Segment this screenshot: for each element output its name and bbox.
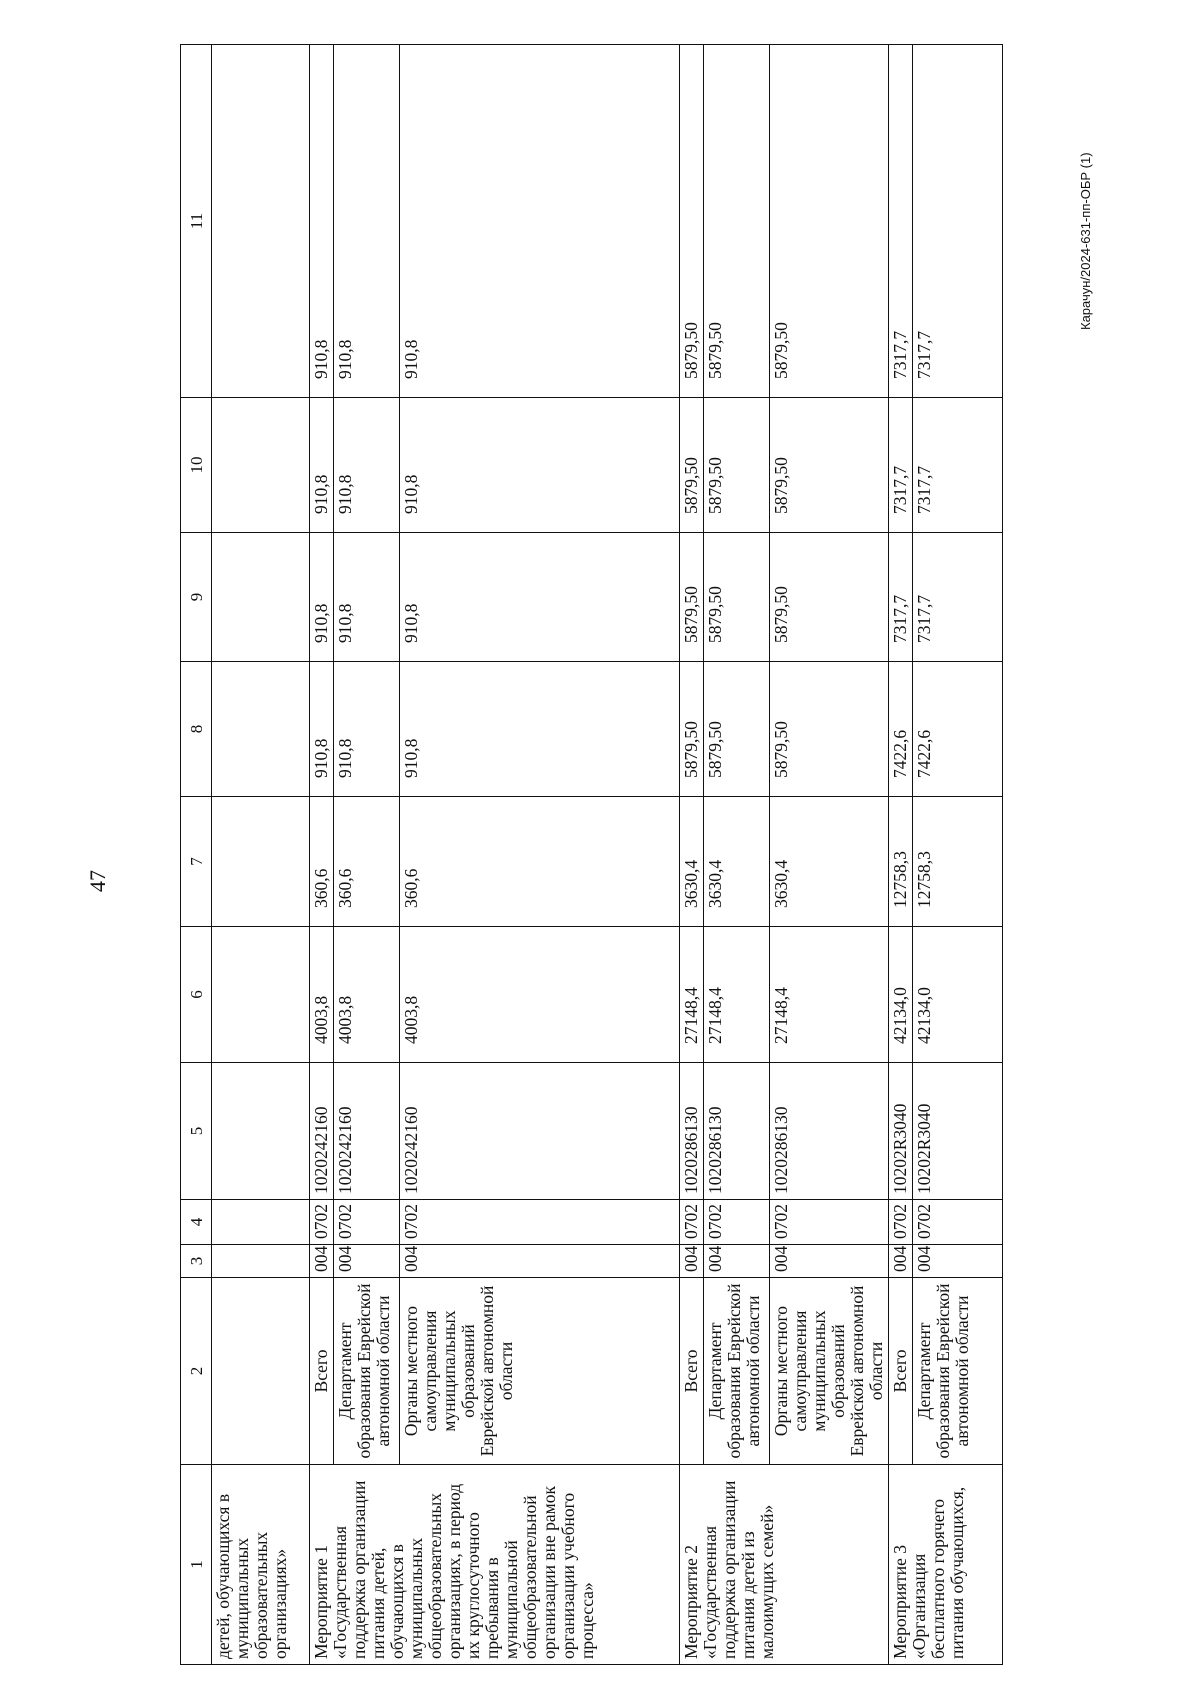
measure-cell bbox=[889, 1465, 1003, 1665]
table-cell: 0702 bbox=[770, 1200, 889, 1245]
table-cell: 7422,6 bbox=[889, 662, 913, 797]
table-cell: 004 bbox=[310, 1245, 334, 1278]
executor-cell: Всего bbox=[310, 1278, 334, 1465]
table-cell: 7317,7 bbox=[889, 45, 913, 398]
header-cell: 6 bbox=[181, 927, 212, 1063]
measure-description: «Организация бесплатного горячего питания обучающихся, bbox=[909, 1486, 967, 1659]
measure-cell bbox=[680, 1465, 889, 1665]
executor-cell: Департамент образования Еврейской автономной области bbox=[334, 1278, 400, 1465]
table-cell: 4003,8 bbox=[334, 927, 400, 1063]
table-cell: 004 bbox=[334, 1245, 400, 1278]
table-cell: 10202R3040 bbox=[889, 1063, 913, 1200]
table-cell: 7317,7 bbox=[913, 398, 1003, 533]
header-cell: 5 bbox=[181, 1063, 212, 1200]
table-cell: 910,8 bbox=[310, 45, 334, 398]
budget-table bbox=[180, 44, 1003, 1665]
executor-cell: Всего bbox=[680, 1278, 704, 1465]
table-cell: 5879,50 bbox=[680, 533, 704, 662]
header-cell: 8 bbox=[181, 662, 212, 797]
table-cell: 0702 bbox=[704, 1200, 770, 1245]
table-cell: 5879,50 bbox=[680, 398, 704, 533]
table-cell: 3630,4 bbox=[704, 797, 770, 927]
header-cell: 10 bbox=[181, 398, 212, 533]
table-cell: 0702 bbox=[680, 1200, 704, 1245]
table-cell: 910,8 bbox=[310, 398, 334, 533]
table-cell: 12758,3 bbox=[913, 797, 1003, 927]
header-cell: 9 bbox=[181, 533, 212, 662]
header-row bbox=[181, 45, 212, 1665]
executor-cell: Органы местного самоуправления муниципальных образований Еврейской автономной области bbox=[400, 1278, 680, 1465]
executor-cell: Департамент образования Еврейской автономной области bbox=[913, 1278, 1003, 1465]
table-cell: 004 bbox=[913, 1245, 1003, 1278]
table-cell: 910,8 bbox=[310, 533, 334, 662]
table-cell: 004 bbox=[704, 1245, 770, 1278]
table-row bbox=[334, 45, 400, 1665]
table-cell: 5879,50 bbox=[704, 398, 770, 533]
executor-cell: Департамент образования Еврейской автономной области bbox=[704, 1278, 770, 1465]
executor-cell: Органы местного самоуправления муниципальных образований Еврейской автономной области bbox=[770, 1278, 889, 1465]
continuation-row bbox=[212, 45, 310, 1665]
table-cell: 5879,50 bbox=[770, 398, 889, 533]
header-cell: 2 bbox=[181, 1278, 212, 1465]
header-cell: 11 bbox=[181, 45, 212, 398]
table-cell: 7317,7 bbox=[889, 533, 913, 662]
table-row bbox=[889, 45, 913, 1665]
table-row bbox=[400, 45, 680, 1665]
table-cell: 7422,6 bbox=[913, 662, 1003, 797]
table-row bbox=[770, 45, 889, 1665]
measure-name: Мероприятие 2 bbox=[681, 1544, 701, 1659]
table-cell: 910,8 bbox=[334, 662, 400, 797]
document-footer-code: Карачун/2024-631-пп-ОБР (1) bbox=[1078, 152, 1093, 330]
table-cell: 910,8 bbox=[400, 45, 680, 398]
rotated-table-container bbox=[180, 45, 1115, 1665]
table-cell: 10202R3040 bbox=[913, 1063, 1003, 1200]
table-cell: 0702 bbox=[400, 1200, 680, 1245]
header-cell: 4 bbox=[181, 1200, 212, 1245]
table-cell: 4003,8 bbox=[400, 927, 680, 1063]
table-cell: 1020242160 bbox=[310, 1063, 334, 1200]
measure-name: Мероприятие 3 bbox=[890, 1544, 910, 1659]
table-cell: 1020286130 bbox=[680, 1063, 704, 1200]
table-cell: 5879,50 bbox=[770, 45, 889, 398]
table-cell: 27148,4 bbox=[680, 927, 704, 1063]
table-cell: 27148,4 bbox=[704, 927, 770, 1063]
table-row bbox=[913, 45, 1003, 1665]
continuation-text: детей, обучающихся в муниципальных образовательных организациях» bbox=[212, 1465, 310, 1665]
table-cell: 5879,50 bbox=[680, 662, 704, 797]
table-cell: 910,8 bbox=[334, 533, 400, 662]
table-cell: 910,8 bbox=[400, 533, 680, 662]
table-cell: 004 bbox=[680, 1245, 704, 1278]
table-cell: 1020286130 bbox=[770, 1063, 889, 1200]
table-cell: 5879,50 bbox=[770, 662, 889, 797]
table-cell: 360,6 bbox=[334, 797, 400, 927]
table-cell: 1020242160 bbox=[400, 1063, 680, 1200]
table-cell: 0702 bbox=[334, 1200, 400, 1245]
table-cell: 360,6 bbox=[310, 797, 334, 927]
table-cell: 5879,50 bbox=[770, 533, 889, 662]
measure-name: Мероприятие 1 bbox=[311, 1544, 331, 1659]
table-cell: 004 bbox=[889, 1245, 913, 1278]
table-cell: 5879,50 bbox=[704, 45, 770, 398]
executor-cell: Всего bbox=[889, 1278, 913, 1465]
table-cell: 004 bbox=[770, 1245, 889, 1278]
table-cell: 3630,4 bbox=[770, 797, 889, 927]
table-cell: 910,8 bbox=[334, 45, 400, 398]
header-cell: 7 bbox=[181, 797, 212, 927]
table-cell: 5879,50 bbox=[704, 533, 770, 662]
table-cell: 7317,7 bbox=[913, 45, 1003, 398]
table-cell: 910,8 bbox=[334, 398, 400, 533]
table-cell: 3630,4 bbox=[680, 797, 704, 927]
table-cell: 5879,50 bbox=[680, 45, 704, 398]
table-cell: 1020242160 bbox=[334, 1063, 400, 1200]
table-row bbox=[680, 45, 704, 1665]
table-row bbox=[704, 45, 770, 1665]
table-cell: 7317,7 bbox=[889, 398, 913, 533]
header-cell: 1 bbox=[181, 1465, 212, 1665]
table-row bbox=[310, 45, 334, 1665]
page-number: 47 bbox=[85, 870, 110, 892]
measure-description: «Государственная поддержка организации питания детей, обучающихся в муниципальных общеобразовательных организациях, в период их круглосуточного пребывания в муниципальной общеобразовательной организации вне рамок организации учебного процесса» bbox=[330, 1480, 597, 1659]
table-cell: 1020286130 bbox=[704, 1063, 770, 1200]
table-cell: 0702 bbox=[310, 1200, 334, 1245]
measure-cell bbox=[310, 1465, 680, 1665]
table-cell: 910,8 bbox=[310, 662, 334, 797]
table-cell: 910,8 bbox=[400, 662, 680, 797]
table-cell: 0702 bbox=[913, 1200, 1003, 1245]
table-cell: 42134,0 bbox=[913, 927, 1003, 1063]
table-cell: 42134,0 bbox=[889, 927, 913, 1063]
table-cell: 27148,4 bbox=[770, 927, 889, 1063]
table-cell: 12758,3 bbox=[889, 797, 913, 927]
table-cell: 4003,8 bbox=[310, 927, 334, 1063]
measure-description: «Государственная поддержка организации питания детей из малоимущих семей» bbox=[700, 1480, 777, 1659]
header-cell: 3 bbox=[181, 1245, 212, 1278]
table-cell: 910,8 bbox=[400, 398, 680, 533]
table-cell: 0702 bbox=[889, 1200, 913, 1245]
table-cell: 5879,50 bbox=[704, 662, 770, 797]
table-cell: 004 bbox=[400, 1245, 680, 1278]
table-cell: 360,6 bbox=[400, 797, 680, 927]
table-cell: 7317,7 bbox=[913, 533, 1003, 662]
